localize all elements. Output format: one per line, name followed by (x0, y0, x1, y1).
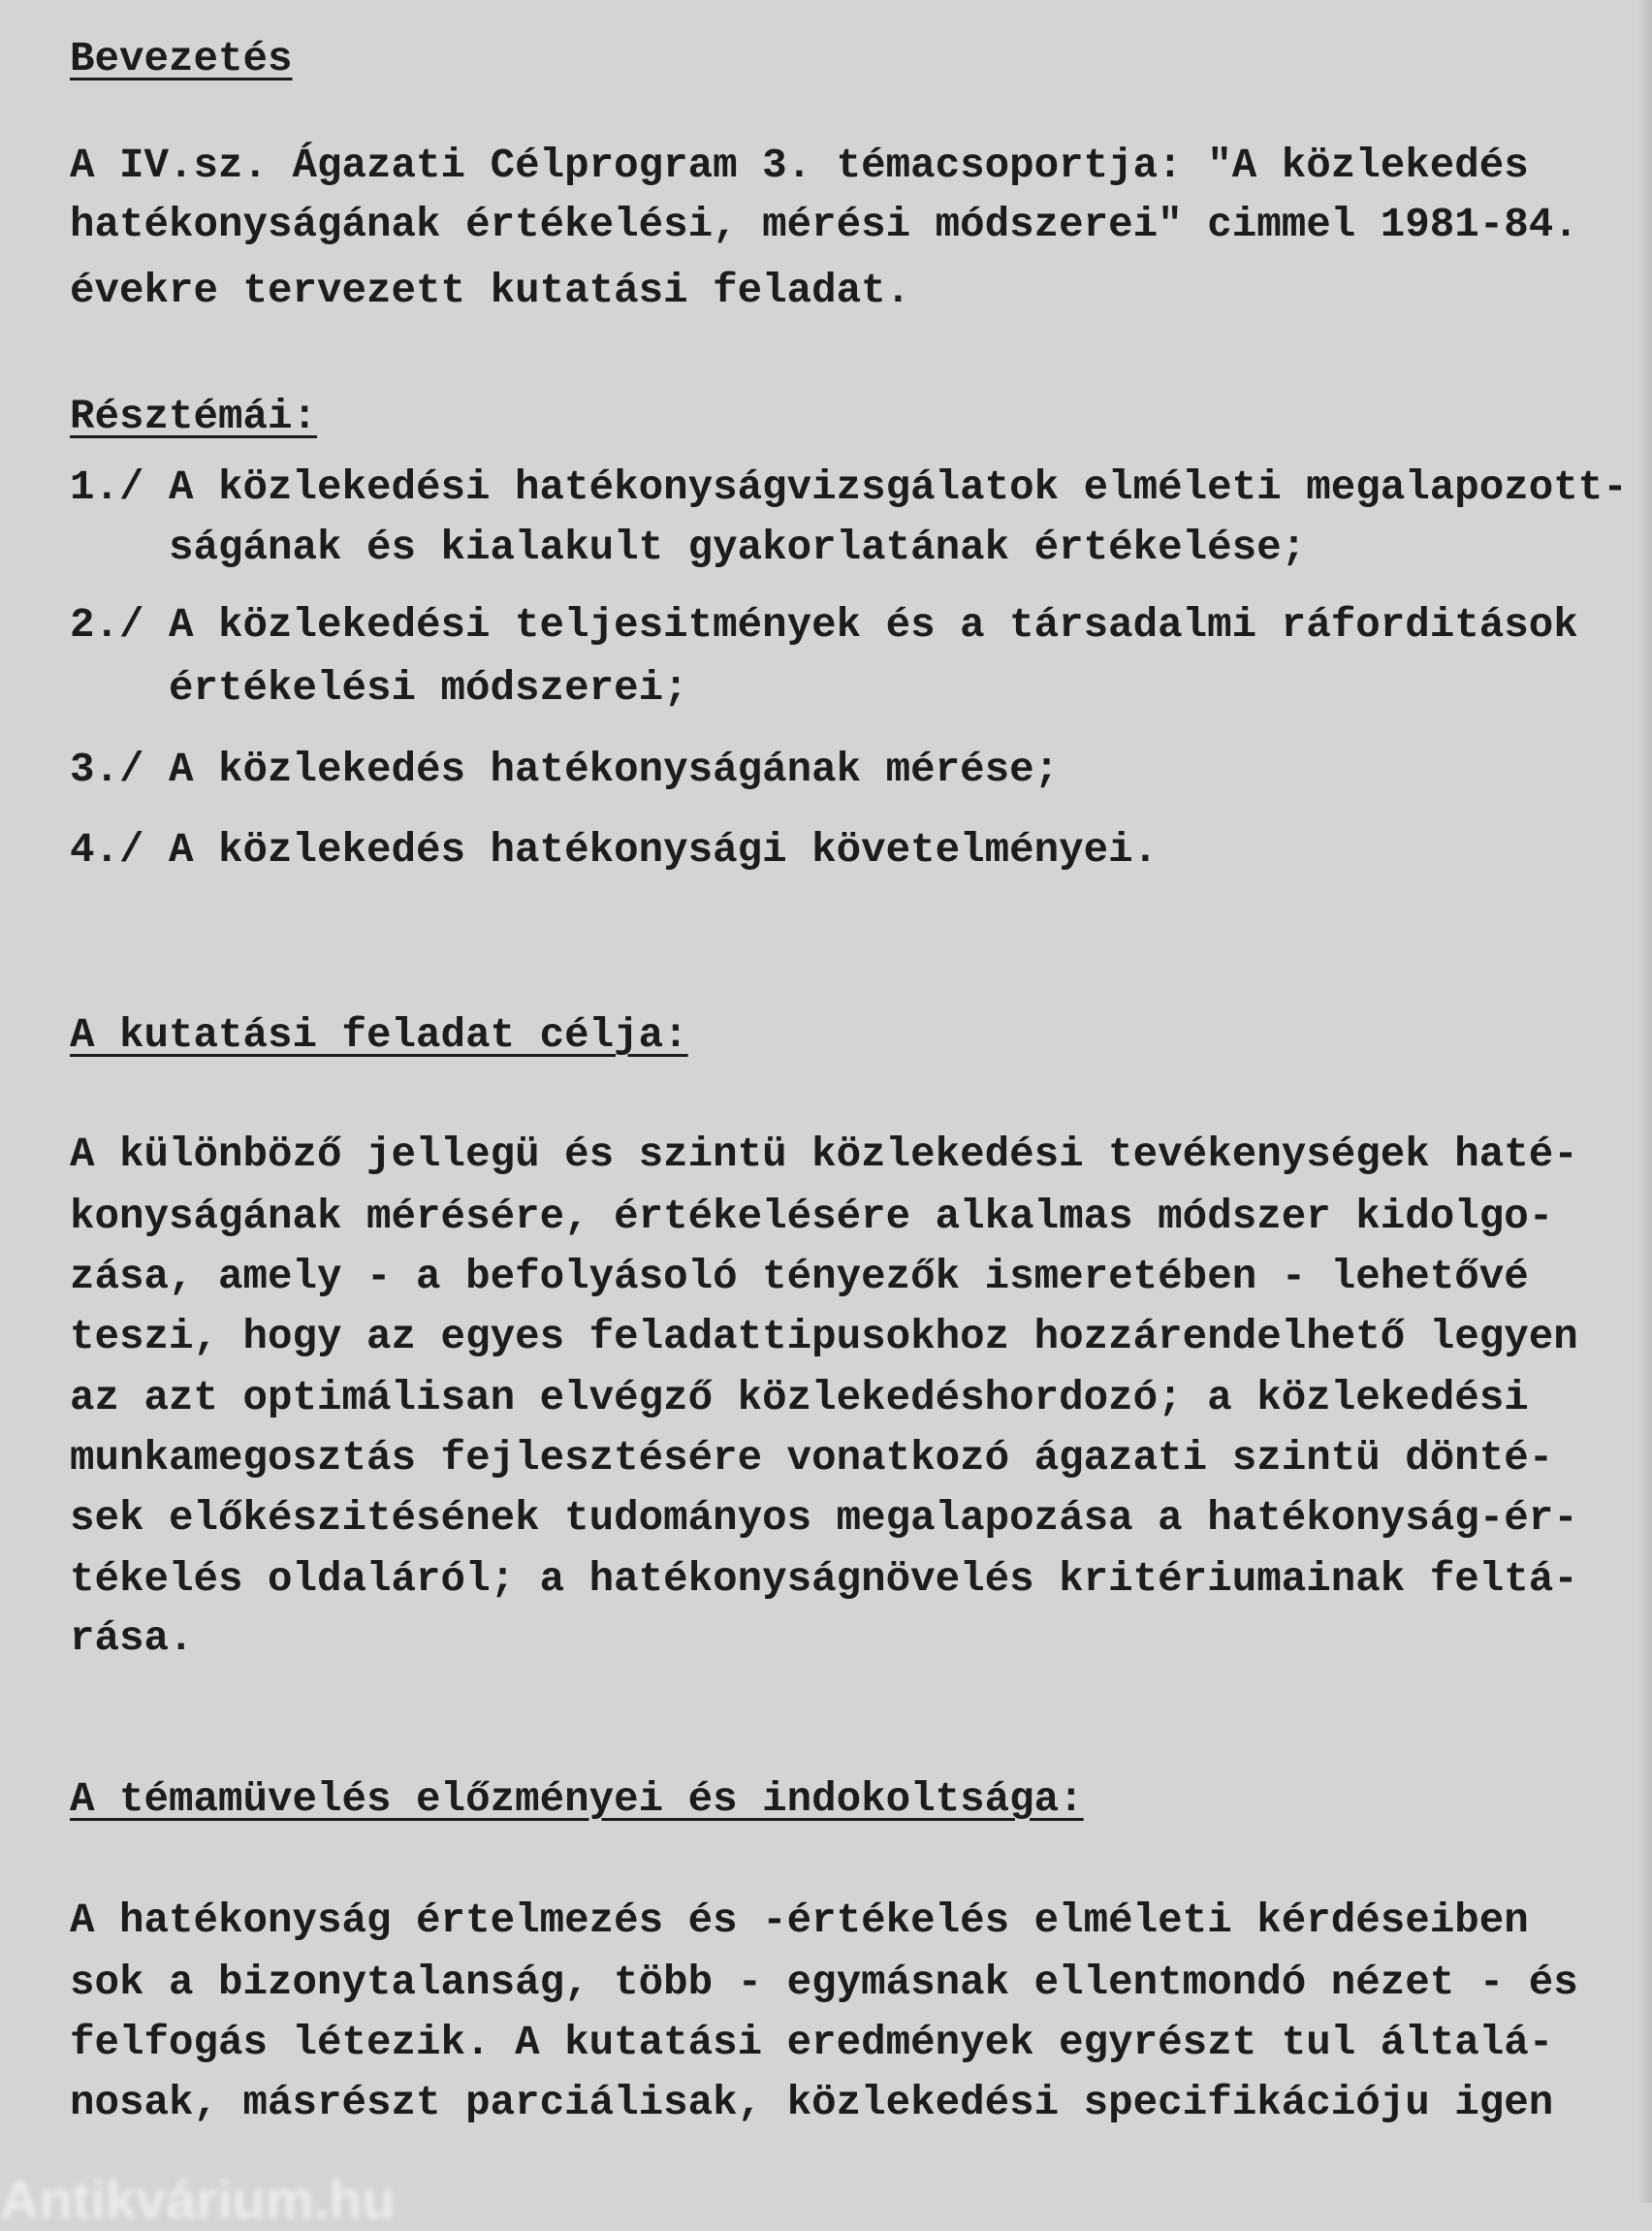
heading-goal: A kutatási feladat célja: (70, 1012, 688, 1059)
subtopic-line: értékelési módszerei; (169, 665, 688, 712)
goal-line: konyságának mérésére, értékelésére alkalmas módszer kidolgo- (70, 1194, 1554, 1240)
background-line: felfogás létezik. A kutatási eredmények egyrészt tul általá- (70, 2020, 1554, 2066)
goal-line: A különböző jellegü és szintü közlekedési tevékenységek haté- (70, 1131, 1578, 1178)
subtopic-line: ságának és kialakult gyakorlatának értékelése; (169, 525, 1307, 571)
goal-line: teszi, hogy az egyes feladattipusokhoz hozzárendelhető legyen (70, 1314, 1578, 1360)
goal-line: az azt optimálisan elvégző közlekedéshordozó; a közlekedési (70, 1375, 1529, 1421)
background-line: nosak, másrészt parciálisak, közlekedési specifikációju igen (70, 2080, 1554, 2126)
subtopic-line: A közlekedés hatékonyságának mérése; (169, 747, 1060, 793)
goal-line: munkamegosztás fejlesztésére vonatkozó ágazati szintü dönté- (70, 1435, 1554, 1482)
subtopic-number: 3./ (70, 747, 144, 793)
heading-subtopics: Résztémái: (70, 394, 318, 440)
heading-intro: Bevezetés (70, 36, 293, 82)
watermark: Antikvárium.hu (0, 2169, 396, 2230)
subtopic-number: 1./ (70, 464, 144, 511)
subtopic-number: 4./ (70, 827, 144, 874)
intro-line: évekre tervezett kutatási feladat. (70, 268, 911, 314)
goal-line: sek előkészitésének tudományos megalapozása a hatékonyság-ér- (70, 1495, 1578, 1542)
heading-background: A témamüvelés előzményei és indokoltsága: (70, 1776, 1084, 1823)
intro-line: hatékonyságának értékelési, mérési módszerei" cimmel 1981-84. (70, 202, 1578, 248)
subtopic-line: A közlekedési teljesitmények és a társadalmi ráforditások (169, 602, 1578, 649)
background-line: A hatékonyság értelmezés és -értékelés elméleti kérdéseiben (70, 1897, 1529, 1944)
subtopic-line: A közlekedés hatékonysági követelményei. (169, 827, 1159, 874)
goal-line: tékelés oldaláról; a hatékonyságnövelés kritériumainak feltá- (70, 1556, 1578, 1603)
intro-line: A IV.sz. Ágazati Célprogram 3. témacsoportja: "A közlekedés (70, 143, 1529, 189)
subtopic-number: 2./ (70, 602, 144, 649)
goal-line: rása. (70, 1615, 194, 1662)
goal-line: zása, amely - a befolyásoló tényezők ismeretében - lehetővé (70, 1254, 1529, 1300)
background-line: sok a bizonytalanság, több - egymásnak ellentmondó nézet - és (70, 1960, 1578, 2006)
subtopic-line: A közlekedési hatékonyságvizsgálatok elméleti megalapozott- (169, 464, 1628, 511)
page-edge-shadow (1638, 0, 1652, 2203)
